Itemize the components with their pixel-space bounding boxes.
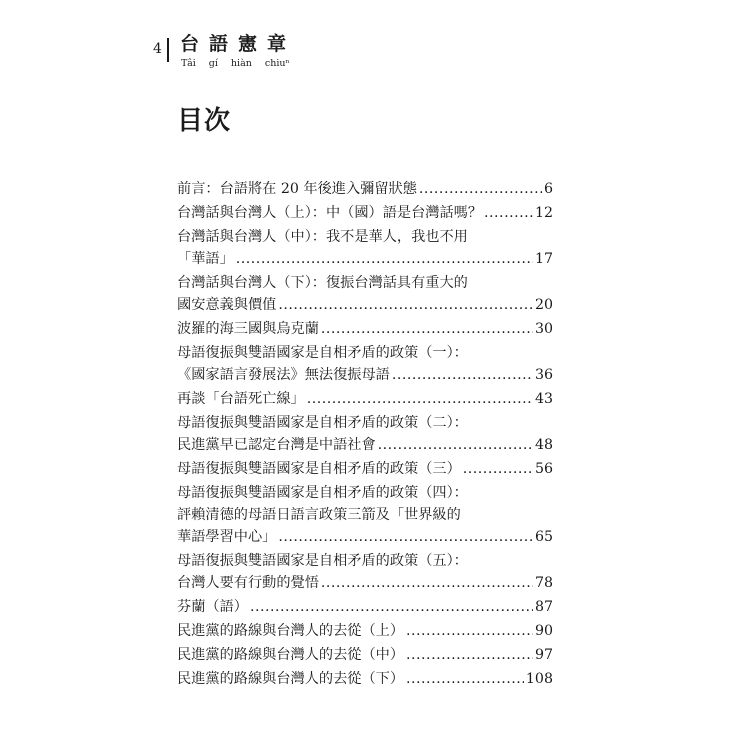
dot-leader — [419, 178, 542, 200]
toc-entry-row — [177, 572, 553, 594]
toc-entry-row — [177, 388, 553, 410]
toc-entry-title-line: 民進黨的路線與台灣人的去從（上） — [177, 623, 405, 639]
toc-entry-title-line: 芬蘭（語） — [177, 599, 248, 615]
toc-entry[interactable] — [177, 482, 553, 548]
toc-entry[interactable] — [177, 550, 553, 594]
toc-page-number: 108 — [525, 671, 553, 687]
dot-leader — [406, 668, 524, 690]
toc-entry-title-line: 「華語」 — [177, 251, 234, 267]
toc-entry-title-line: 母語復振與雙語國家是自相矛盾的政策（二）： — [177, 415, 468, 431]
toc-entry[interactable] — [177, 620, 553, 642]
toc-entry-row — [177, 644, 553, 666]
toc-entry[interactable] — [177, 412, 553, 456]
toc-page-number: 12 — [534, 205, 553, 221]
toc-entry-title-line: 《國家語言發展法》無法復振母語 — [177, 367, 390, 383]
dot-leader — [250, 596, 533, 618]
toc-heading: 目次 — [177, 106, 232, 136]
dot-leader — [406, 620, 533, 642]
toc-page-number: 20 — [534, 297, 553, 313]
toc-entry-row — [177, 202, 553, 224]
dot-leader — [392, 364, 533, 386]
toc-page-number: 87 — [534, 599, 553, 615]
toc-entry-row — [177, 294, 553, 316]
toc-entry-title-line: 前言：台語將在 20 年後進入彌留狀態 — [177, 181, 417, 197]
dot-leader — [236, 248, 533, 270]
toc-entry-title-line: 台灣話與台灣人（下）：復振台灣話具有重大的 — [177, 275, 468, 291]
toc-entry[interactable] — [177, 202, 553, 224]
toc-entry-title-line: 民進黨的路線與台灣人的去從（下） — [177, 671, 405, 687]
toc-entry-title-line: 國安意義與價值 — [177, 297, 277, 313]
toc-page-number: 17 — [534, 251, 553, 267]
table-of-contents — [177, 178, 553, 690]
toc-entry[interactable] — [177, 668, 553, 690]
toc-entry[interactable] — [177, 596, 553, 618]
toc-entry-row — [177, 596, 553, 618]
toc-entry-title-line: 母語復振與雙語國家是自相矛盾的政策（五）： — [177, 553, 468, 569]
page-number: 4 — [153, 41, 162, 57]
dot-leader — [278, 294, 533, 316]
toc-page-number: 36 — [534, 367, 553, 383]
toc-entry-title-line: 民進黨早已認定台灣是中語社會 — [177, 437, 376, 453]
toc-entry-title-line: 台灣話與台灣人（上）：中（國）語是台灣話嗎？ — [177, 205, 483, 221]
toc-entry-row — [177, 364, 553, 386]
toc-entry-row — [177, 668, 553, 690]
toc-page-number: 30 — [534, 321, 553, 337]
dot-leader — [321, 318, 533, 340]
toc-entry[interactable] — [177, 342, 553, 386]
dot-leader — [378, 434, 533, 456]
toc-page-number: 48 — [534, 437, 553, 453]
toc-entry-title-line: 再談「台語死亡線」 — [177, 391, 305, 407]
dot-leader — [406, 644, 533, 666]
toc-page-number: 97 — [534, 647, 553, 663]
dot-leader — [463, 458, 533, 480]
toc-entry-title-line: 華語學習中心」 — [177, 529, 277, 545]
dot-leader — [484, 202, 533, 224]
dot-leader — [321, 572, 533, 594]
toc-page-number: 78 — [534, 575, 553, 591]
toc-entry[interactable] — [177, 458, 553, 480]
toc-entry[interactable] — [177, 178, 553, 200]
header-divider — [167, 38, 169, 62]
toc-entry-title-line: 台灣人要有行動的覺悟 — [177, 575, 319, 591]
toc-page-number: 56 — [534, 461, 553, 477]
toc-entry[interactable] — [177, 388, 553, 410]
toc-entry-title-line: 台灣話與台灣人（中）：我不是華人，我也不用 — [177, 229, 468, 245]
book-title: 台語憲章 — [180, 33, 297, 55]
toc-entry-row — [177, 458, 553, 480]
toc-entry-row — [177, 178, 553, 200]
book-title-romanization: Tâi gí hiàn chiuⁿ — [181, 58, 290, 69]
toc-entry-row — [177, 434, 553, 456]
toc-page-number: 65 — [534, 529, 553, 545]
toc-entry-row — [177, 248, 553, 270]
toc-entry-row — [177, 526, 553, 548]
toc-page-number: 90 — [534, 623, 553, 639]
toc-entry-title-line: 母語復振與雙語國家是自相矛盾的政策（三） — [177, 461, 461, 477]
toc-page-number: 6 — [543, 181, 553, 197]
dot-leader — [278, 526, 533, 548]
toc-entry-row — [177, 318, 553, 340]
toc-entry-title-line: 母語復振與雙語國家是自相矛盾的政策（一）： — [177, 345, 468, 361]
toc-entry-title-line: 波羅的海三國與烏克蘭 — [177, 321, 319, 337]
dot-leader — [307, 388, 533, 410]
toc-entry[interactable] — [177, 644, 553, 666]
toc-entry-row — [177, 620, 553, 642]
toc-entry-title-line: 民進黨的路線與台灣人的去從（中） — [177, 647, 405, 663]
toc-entry[interactable] — [177, 318, 553, 340]
toc-entry-title-line: 評賴清德的母語日語言政策三箭及「世界級的 — [177, 507, 461, 523]
toc-entry-title-line: 母語復振與雙語國家是自相矛盾的政策（四）： — [177, 485, 468, 501]
toc-page-number: 43 — [534, 391, 553, 407]
toc-entry[interactable] — [177, 272, 553, 316]
toc-entry[interactable] — [177, 226, 553, 270]
